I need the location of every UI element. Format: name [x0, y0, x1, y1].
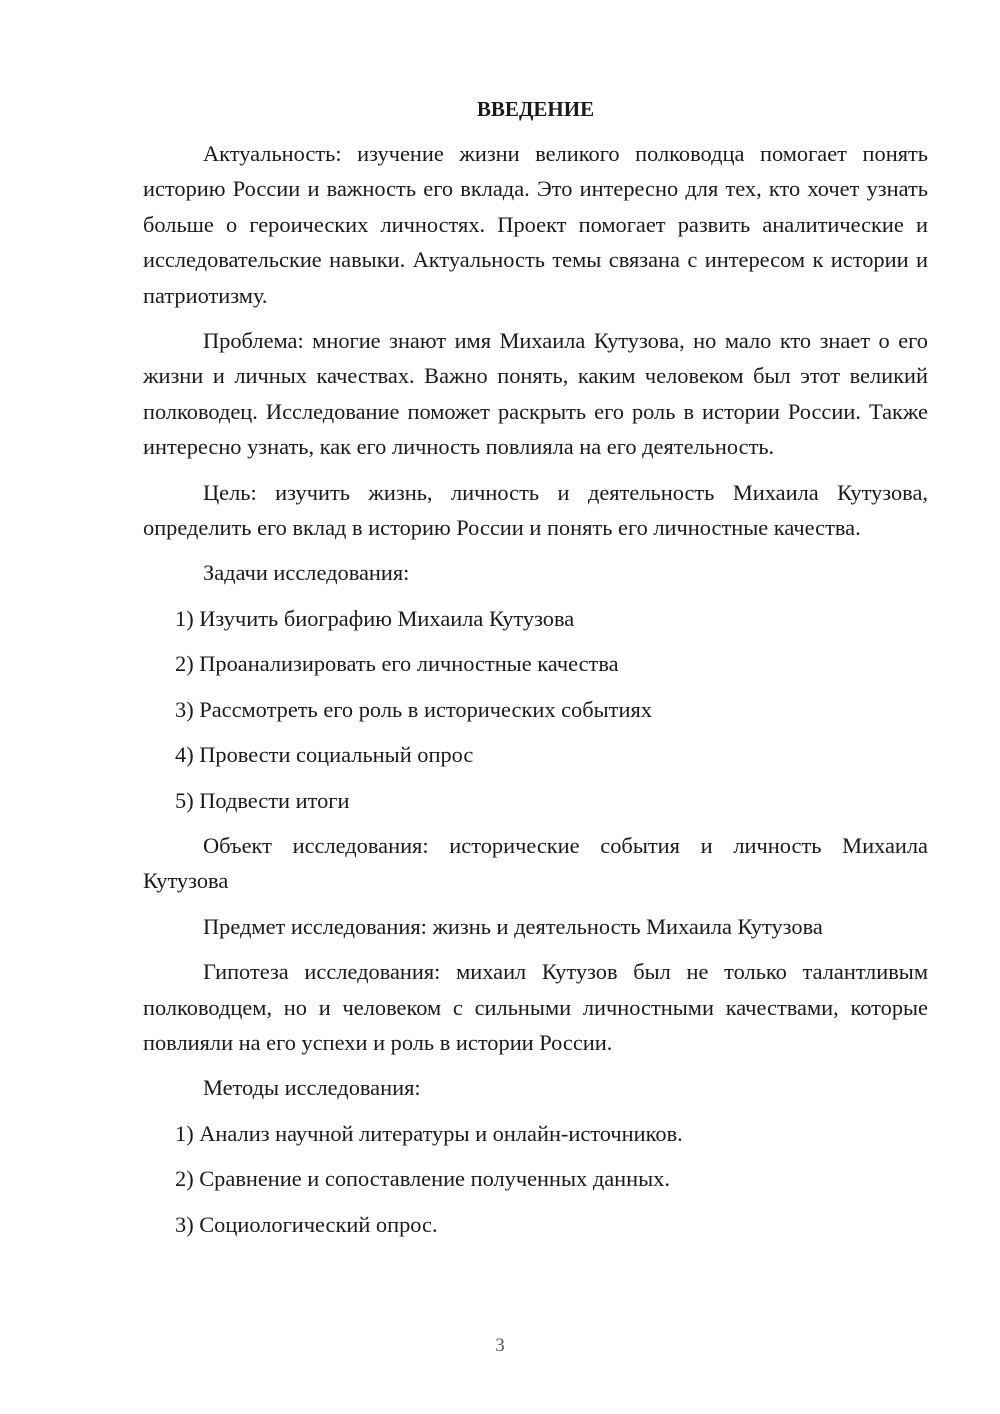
page-number: 3 — [495, 1335, 505, 1356]
tasks-list — [143, 601, 928, 818]
page-title: ВВЕДЕНИЕ — [476, 97, 595, 121]
hypothesis-paragraph: Гипотеза исследования: михаил Кутузов был не только талантливым полководцем, но и человеком с сильными личностными качествами, которые повлияли на его успехи и роль в истории России. — [143, 959, 928, 1055]
object-paragraph: Объект исследования: исторические события и личность Михаила Кутузова — [143, 832, 928, 894]
list-item: 1) Изучить биографию Михаила Кутузова — [175, 605, 575, 631]
document-page — [143, 94, 928, 1252]
list-item: 3) Рассмотреть его роль в исторических событиях — [175, 696, 652, 722]
goal-paragraph: Цель: изучить жизнь, личность и деятельность Михаила Кутузова, определить его вклад в историю России и понять его личностные качества. — [143, 479, 928, 541]
problem-paragraph: Проблема: многие знают имя Михаила Кутузова, но мало кто знает о его жизни и личных качествах. Важно понять, каким человеком был этот великий полководец. Исследование поможет раскрыть его роль в истории России. Также интересно узнать, как его личность повлияла на его деятельность. — [143, 328, 928, 460]
list-item: 2) Проанализировать его личностные качества — [175, 651, 619, 677]
methods-list — [143, 1116, 928, 1242]
list-item: 3) Социологический опрос. — [175, 1211, 438, 1237]
list-item: 5) Подвести итоги — [175, 787, 350, 813]
list-item: 2) Сравнение и сопоставление полученных данных. — [175, 1166, 670, 1192]
list-item: 4) Провести социальный опрос — [175, 742, 474, 768]
tasks-heading: Задачи исследования: — [203, 560, 410, 586]
subject-paragraph: Предмет исследования: жизнь и деятельность Михаила Кутузова — [203, 913, 823, 939]
list-item: 1) Анализ научной литературы и онлайн-источников. — [175, 1120, 683, 1146]
methods-heading: Методы исследования: — [203, 1075, 421, 1101]
relevance-paragraph: Актуальность: изучение жизни великого полководца помогает понять историю России и важность его вклада. Это интересно для тех, кто хочет узнать больше о героических личностях. Проект помогает развить аналитические и исследовательские навыки. Актуальность темы связана с интересом к истории и патриотизму. — [143, 141, 928, 308]
